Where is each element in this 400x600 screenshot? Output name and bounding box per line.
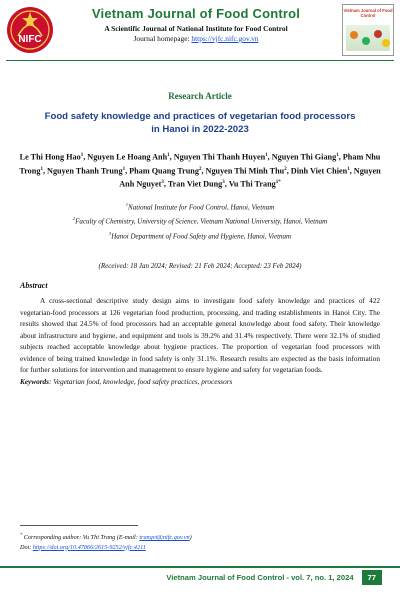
svg-text:NIFC: NIFC: [18, 34, 42, 45]
journal-header: [6, 4, 394, 58]
keywords-label: Keywords: [20, 377, 49, 386]
header-rule: [6, 60, 394, 61]
affiliation: [14, 199, 386, 213]
author-name: Dinh Viet Chien: [290, 166, 348, 176]
article-type: Research Article: [168, 91, 232, 101]
author-affiliation-marker: 1: [347, 166, 350, 172]
homepage-link[interactable]: https://vjfc.nifc.gov.vn: [191, 34, 259, 43]
author-affiliation-marker: 1: [167, 153, 170, 158]
footnote-rule: [20, 525, 138, 526]
author-affiliation-marker: 1: [336, 153, 339, 158]
author-affiliation-marker: 2: [284, 166, 287, 172]
doi-line: [20, 543, 380, 553]
article-title-line-1: Food safety knowledge and practices of vegetarian food processors: [44, 111, 356, 122]
affiliation-text: Faculty of Chemistry, University of Science, Vietnam National University, Hanoi, Vietnam: [75, 217, 328, 226]
author-name: Nguyen Thi Giang: [271, 152, 337, 162]
author-list: Le Thi Hong Hao$^1$, Nguyen Le Hoang Anh$^1$, Nguyen Thi Thanh Huyen$^1$, Nguyen Thi Giang$^1$, Pham Nhu Trong$^1$, Nguyen Thanh Trung$^1$, Pham Quang Trung$^2$, Nguyen Thi Minh Thu$^2$, Dinh Viet Chien$^1$, Nguyen Anh Nguyet$^3$, Tran Viet Dung$^3$, Vu Thi Trang$^{1*}$: [19, 152, 381, 190]
footnote: [20, 530, 380, 552]
homepage-label: Journal homepage:: [133, 34, 192, 43]
keywords-list: : Vegetarian food, knowledge, food safety practices, processors: [49, 377, 233, 386]
author-name: Pham Quang Trung: [129, 166, 199, 176]
affiliation-marker: 1: [125, 202, 129, 207]
footnote-star: *: [20, 532, 23, 537]
author-name: Tran Viet Dung: [167, 180, 223, 190]
corresponding-end: ): [189, 534, 192, 542]
footer-journal-issue: Vietnam Journal of Food Control - vol. 7, no. 1, 2024: [166, 573, 354, 582]
journal-title: Vietnam Journal of Food Control: [91, 6, 301, 21]
author-affiliation-marker: 2: [198, 166, 202, 172]
journal-cover-thumbnail: [342, 4, 394, 56]
cover-title: Vietnam Journal of Food Control: [343, 8, 393, 18]
journal-subtitle: A Scientific Journal of National Institute for Food Control: [104, 24, 288, 33]
author-name: Nguyen Anh Nguyet: [119, 166, 381, 190]
affiliation-text: Hanoi Department of Food Safety and Hygiene, Hanoi, Vietnam: [111, 231, 292, 240]
cover-image: [346, 25, 390, 51]
abstract-heading: Abstract: [20, 281, 48, 290]
journal-homepage: [58, 34, 334, 44]
affiliation: [14, 213, 386, 227]
author-name: Nguyen Thanh Trung: [47, 166, 123, 176]
page-number: 77: [362, 570, 382, 585]
doi-label: Doi:: [20, 543, 33, 551]
corresponding-author: [20, 530, 380, 543]
article-title: [40, 110, 360, 136]
doi-link[interactable]: https://doi.org/10.47866/2615-9252/vjfc.4211: [32, 543, 146, 551]
author-affiliation-marker: 3: [222, 180, 225, 186]
footer-rule: [0, 566, 400, 568]
author-affiliation-marker: 3: [161, 180, 164, 186]
journal-masthead: [58, 6, 334, 44]
affiliation-list: [14, 199, 386, 242]
page-footer: [166, 570, 382, 585]
affiliation: [14, 228, 386, 242]
affiliation-marker: 2: [72, 216, 76, 222]
author-name: Pham Nhu Trong: [19, 152, 381, 176]
author-affiliation-marker: 1: [40, 166, 43, 172]
author-affiliation-marker: 1: [80, 153, 84, 158]
author-affiliation-marker: 1*: [275, 180, 281, 186]
abstract-body: [20, 296, 380, 388]
author-affiliation-marker: 1: [122, 166, 126, 172]
article-title-line-2: in Hanoi in 2022-2023: [151, 124, 249, 135]
author-name: Vu Thi Trang: [228, 180, 276, 190]
author-name: Nguyen Le Hoang Anh: [87, 152, 168, 162]
nifc-logo: [6, 6, 54, 54]
affiliation-text: National Institute for Food Control, Hanoi, Vietnam: [128, 203, 275, 212]
author-affiliation-marker: 1: [265, 153, 268, 158]
abstract-text: A cross-sectional descriptive study design aims to investigate food safety knowledge and practices of 422 vegetarian-food processors at 126 vegetarian food production, processing, and trading establishments in Hanoi City. The results showed that 24.5% of food processors had an acceptable general knowledge about food safety. Their knowledge about infrastructure and hygiene, and equipment and tools is 39.2% and 31.4% respectively. There were 32.1% of studied subjects reached acceptable knowledge about hygiene practices. The proportion of vegetarian food processors with evidence of being trained knowledge in food safety is only 31.1%. Research results are expected as the basis information for further solutions for intervention and management to ensure hygiene and safety for vegetarian foods.: [20, 297, 380, 375]
author-email-link[interactable]: trangvt@nifc.gov.vn: [139, 534, 190, 542]
article-dates: (Received: 18 Jan 2024; Revised: 21 Feb 2024; Accepted: 23 Feb 2024): [98, 262, 302, 270]
author-name: Nguyen Thi Thanh Huyen: [173, 152, 266, 162]
corresponding-label: Corresponding author: Vu Thi Trang (E-mail:: [22, 534, 140, 542]
author-name: Le Thi Hong Hao: [19, 152, 81, 162]
author-name: Nguyen Thi Minh Thu: [205, 166, 285, 176]
affiliation-marker: 3: [108, 230, 112, 236]
